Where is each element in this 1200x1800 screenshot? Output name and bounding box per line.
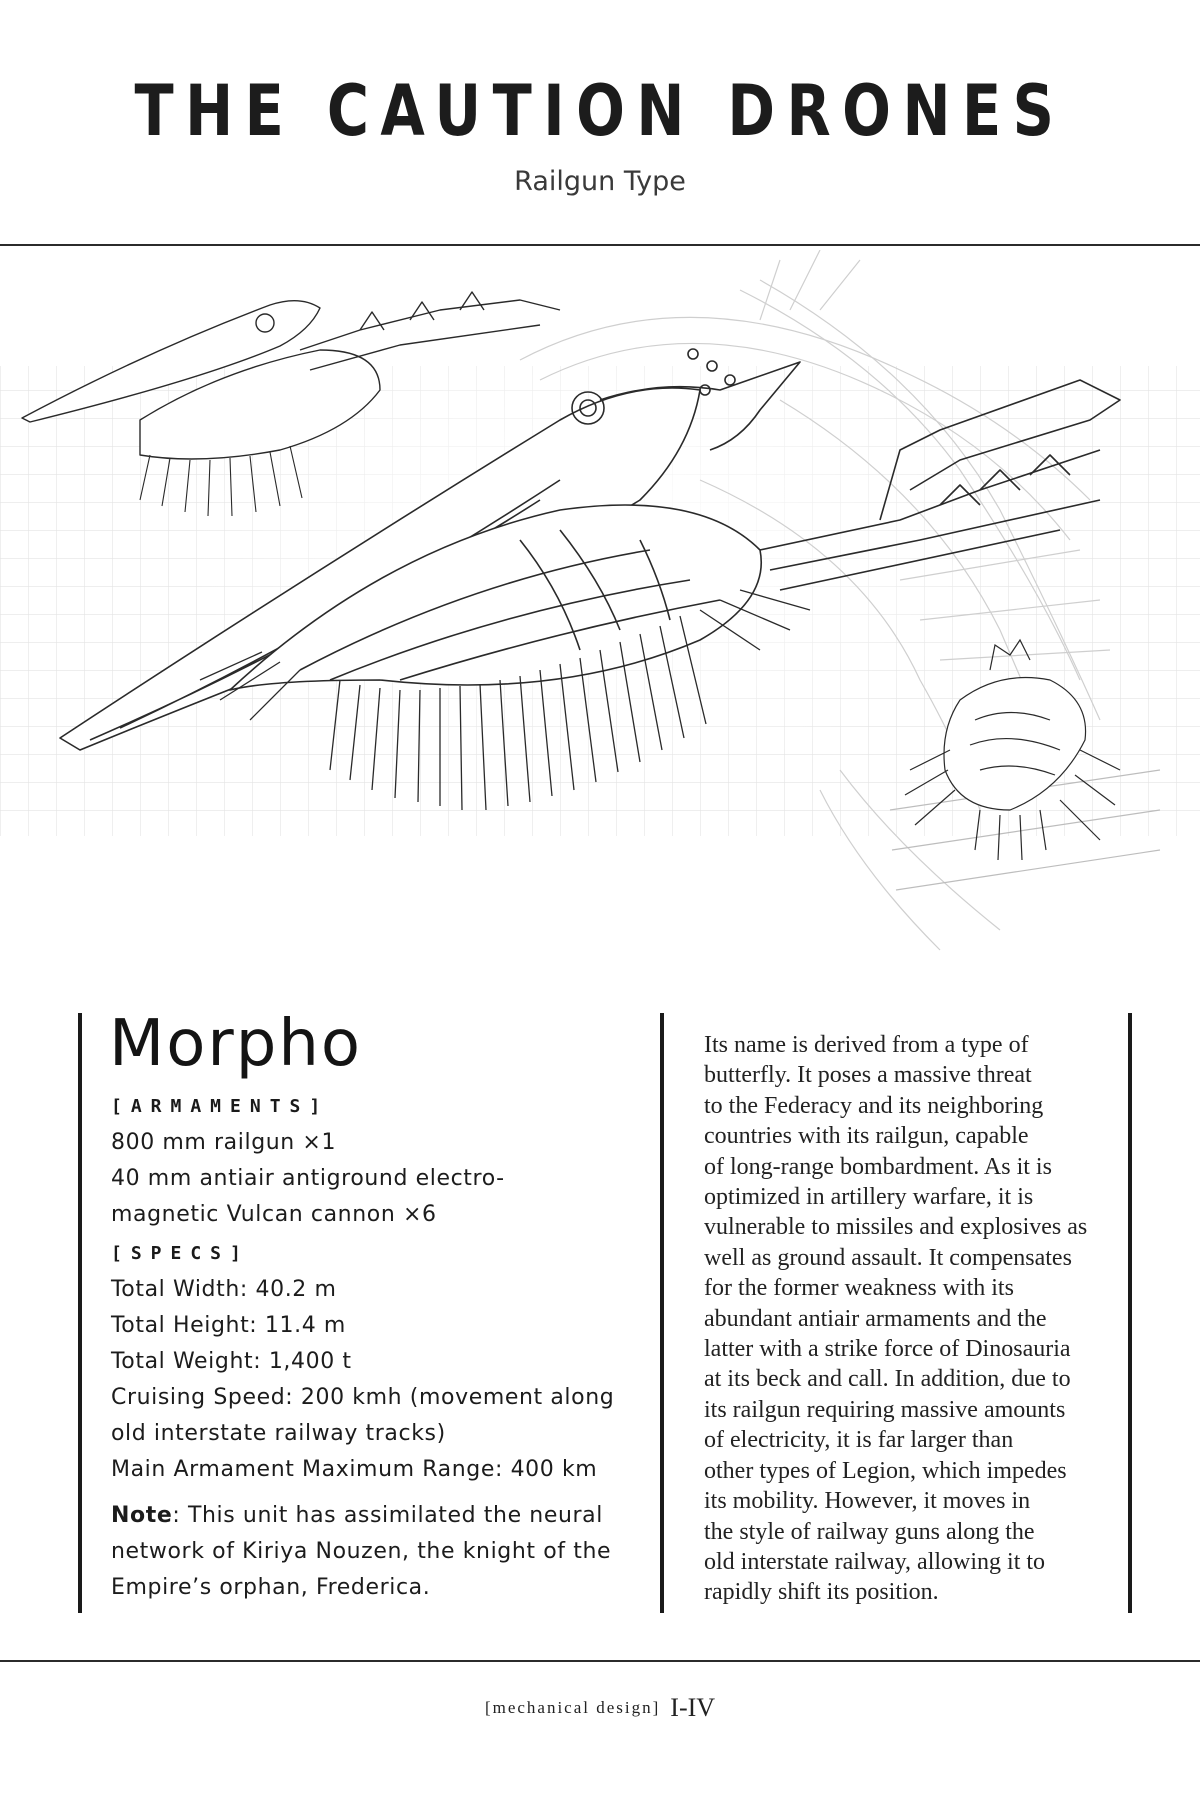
spec-line: Main Armament Maximum Range: 400 km	[111, 1457, 598, 1482]
armament-line: 40 mm antiair antiground electro-	[111, 1166, 505, 1191]
spec-line: Total Width: 40.2 m	[111, 1277, 337, 1302]
description-line: latter with a strike force of Dinosauria	[704, 1336, 1071, 1363]
note-line: network of Kiriya Nouzen, the knight of the	[111, 1539, 612, 1564]
description-line: other types of Legion, which impedes	[704, 1457, 1067, 1484]
description-line: optimized in artillery warfare, it is	[704, 1184, 1034, 1211]
description-line: the style of railway guns along the	[704, 1518, 1035, 1545]
specs-list	[111, 1272, 651, 1488]
section-label: [mechanical design]	[484, 1698, 661, 1717]
page-title: THE CAUTION DRONES	[134, 70, 1066, 152]
description-line: abundant antiair armaments and the	[704, 1305, 1047, 1332]
description-line: countries with its railgun, capable	[704, 1123, 1029, 1150]
header-divider	[0, 244, 1200, 246]
description-line: at its beck and call. In addition, due to	[704, 1366, 1071, 1393]
description-line: to the Federacy and its neighboring	[704, 1092, 1044, 1119]
page-header	[0, 0, 1200, 244]
footer-divider	[0, 1660, 1200, 1662]
note-block	[111, 1498, 651, 1606]
spec-line: old interstate railway tracks)	[111, 1421, 446, 1446]
description-line: for the former weakness with its	[704, 1275, 1014, 1302]
unit-name: Morpho	[109, 1007, 363, 1081]
page-number: I-IV	[670, 1693, 716, 1722]
spec-column	[111, 1000, 651, 1606]
armaments-list	[111, 1125, 651, 1233]
armament-line: magnetic Vulcan cannon ×6	[111, 1202, 437, 1227]
spec-line: Cruising Speed: 200 kmh (movement along	[111, 1385, 615, 1410]
note-line: : This unit has assimilated the neural	[172, 1503, 603, 1528]
description-line: its railgun requiring massive amounts	[704, 1396, 1066, 1423]
description-line: of long-range bombardment. As it is	[704, 1153, 1052, 1180]
description-line: butterfly. It poses a massive threat	[704, 1062, 1032, 1089]
description-line: old interstate railway, allowing it to	[704, 1548, 1046, 1575]
description-line: Its name is derived from a type of	[704, 1032, 1029, 1058]
armaments-heading: [ARMAMENTS]	[111, 1096, 330, 1117]
description-line: rapidly shift its position.	[704, 1579, 939, 1606]
page-subtitle: Railgun Type	[514, 166, 686, 197]
morpho-illustration	[0, 250, 1200, 990]
note-line: Empire’s orphan, Frederica.	[111, 1575, 431, 1600]
armament-line: 800 mm railgun ×1	[111, 1130, 337, 1155]
page-footer	[0, 1693, 1200, 1723]
description-line: vulnerable to missiles and explosives as	[704, 1214, 1088, 1241]
spec-line: Total Weight: 1,400 t	[111, 1349, 352, 1374]
description-line: of electricity, it is far larger than	[704, 1427, 1014, 1454]
description-column	[704, 1030, 1144, 1608]
spec-line: Total Height: 11.4 m	[111, 1313, 346, 1338]
description-line: its mobility. However, it moves in	[704, 1488, 1031, 1515]
left-column-rule	[78, 1013, 82, 1613]
specs-heading: [SPECS]	[111, 1243, 250, 1264]
note-label: Note	[111, 1503, 173, 1528]
middle-column-rule	[660, 1013, 664, 1613]
description-line: well as ground assault. It compensates	[704, 1244, 1072, 1271]
